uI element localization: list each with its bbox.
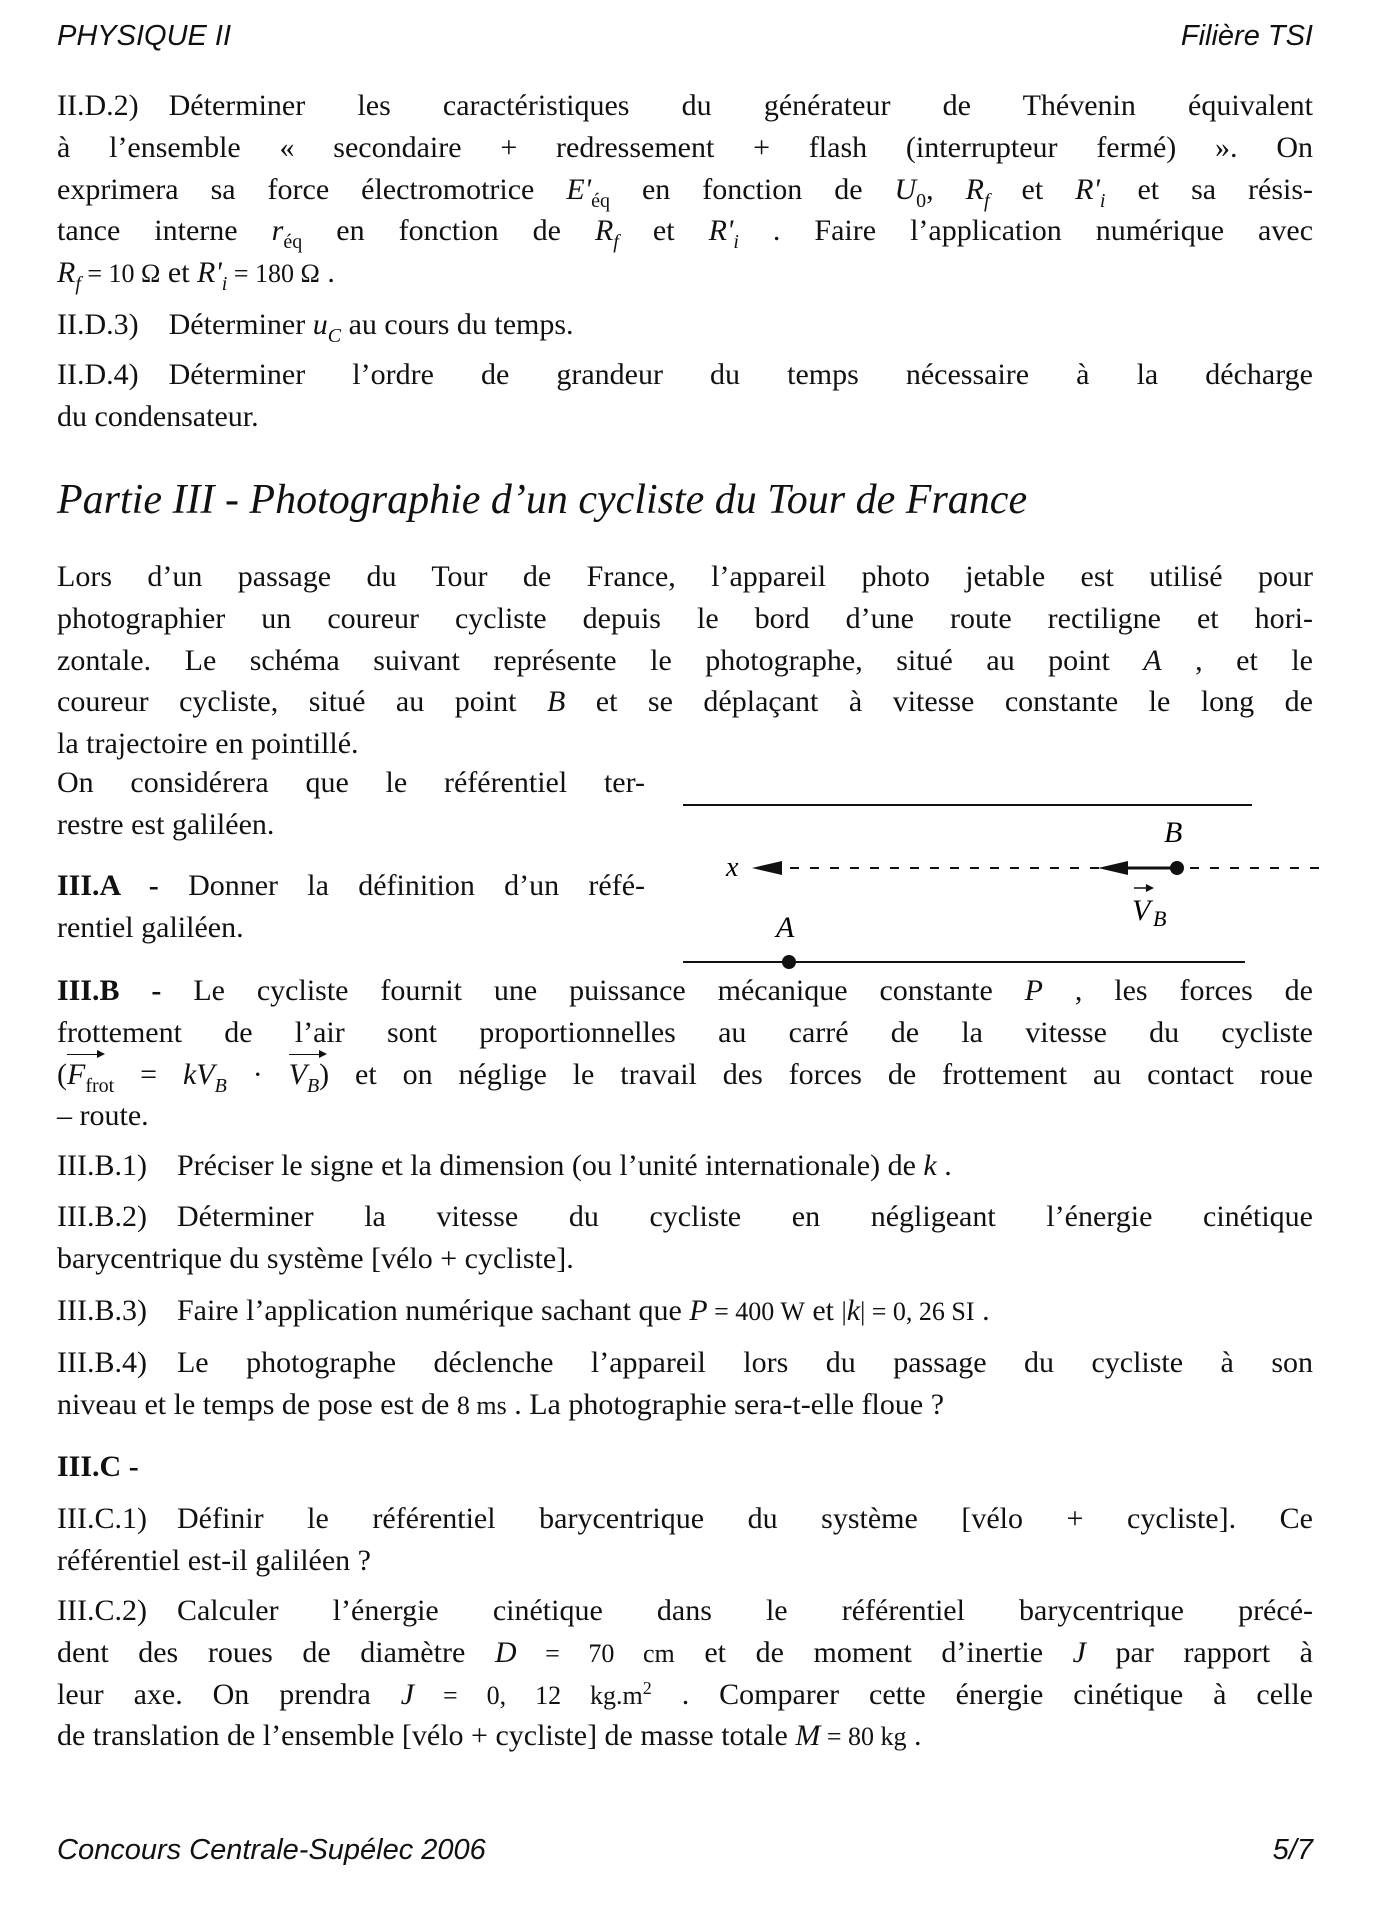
text-line — [57, 1238, 1313, 1280]
text-fragment: et — [804, 1294, 842, 1327]
text-fragment: . — [319, 256, 335, 290]
text-fragment: , — [926, 172, 966, 206]
text-fragment: II.D.2) Déterminer les caractéristiques du générateur de Thévenin équivalent — [57, 89, 1313, 122]
text-fragment: . Faire l’application numérique avec — [738, 214, 1314, 248]
math-fragment: A — [1143, 643, 1162, 677]
x-axis-arrowhead — [752, 861, 782, 875]
math-fragment: B — [214, 1074, 227, 1097]
header-left: PHYSIQUE II — [57, 20, 232, 52]
text-fragment: III.B.3) Faire l’application numérique sachant que — [57, 1294, 690, 1327]
math-fragment: kV — [182, 1057, 215, 1091]
point-a-label: A — [776, 911, 795, 944]
point-b-dot — [1170, 861, 1184, 875]
text-fragment: Lors d’un passage du Tour de France, l’appareil photo jetable est utilisé pour — [57, 560, 1313, 593]
question-label: III.A - — [57, 869, 159, 902]
math-fragment: F — [67, 1057, 86, 1091]
math-fragment: V — [288, 1057, 307, 1091]
text-fragment: , les forces de — [1042, 974, 1313, 1007]
text-fragment: Le cycliste fournit une puissance mécanique constante — [161, 974, 1025, 1007]
text-fragment: par rapport à — [1085, 1635, 1313, 1669]
text-line — [57, 1715, 1313, 1757]
velocity-mark-arrowhead — [1146, 884, 1154, 892]
math-fragment: P — [689, 1294, 708, 1327]
question-III-B-3 — [57, 1290, 1313, 1332]
text-fragment: barycentrique du système [vélo + cycliste]. — [57, 1241, 574, 1275]
text-fragment: du condensateur. — [57, 399, 259, 433]
text-fragment: . La photographie sera-t-elle floue ? — [506, 1387, 945, 1421]
text-fragment: et de moment d’inertie — [674, 1635, 1073, 1669]
text-line — [57, 1054, 1313, 1096]
velocity-subscript: B — [1153, 906, 1167, 931]
text-fragment: coureur cycliste, situé au point — [57, 685, 547, 719]
math-fragment: | — [841, 1297, 847, 1326]
text-fragment: III.C.1) Définir le référentiel barycentrique du système [vélo + cycliste]. Ce — [57, 1502, 1313, 1535]
text-line — [57, 970, 1313, 1012]
text-fragment: au cours du temps. — [341, 308, 574, 341]
math-fragment: i — [733, 231, 739, 254]
text-fragment: . — [936, 1149, 952, 1182]
text-fragment: . — [974, 1294, 990, 1327]
text-fragment: · — [226, 1057, 289, 1091]
text-fragment: la trajectoire en pointillé. — [57, 727, 359, 761]
math-fragment: éq — [283, 231, 303, 254]
math-fragment: R' — [197, 256, 222, 290]
math-fragment: 8 ms — [456, 1390, 507, 1420]
math-fragment: i — [1099, 189, 1106, 212]
math-fragment: 0 — [916, 189, 927, 212]
math-fragment: r — [271, 214, 284, 248]
text-line — [57, 1290, 1313, 1332]
text-fragment: – route. — [57, 1099, 149, 1133]
math-fragment: 2 — [642, 1677, 652, 1698]
math-fragment: B — [306, 1074, 320, 1097]
text-fragment: . Comparer cette énergie cinétique à celle — [651, 1677, 1313, 1711]
text-fragment: rentiel galiléen. — [57, 910, 244, 944]
text-fragment: ) et on néglige le travail des forces de frottement au contact roue — [319, 1057, 1313, 1091]
math-fragment: f — [613, 231, 619, 254]
text-fragment: restre est galiléen. — [57, 807, 275, 841]
text-line — [57, 1012, 1313, 1054]
header-right: Filière TSI — [1180, 20, 1313, 52]
question-III-C — [57, 1446, 1313, 1488]
text-fragment: à l’ensemble « secondaire + redressement + flash (interrupteur fermé) ». On — [57, 130, 1313, 164]
math-fragment: i — [221, 273, 228, 296]
math-fragment: f — [75, 273, 81, 296]
math-fragment: k — [846, 1294, 861, 1327]
math-fragment: U — [894, 172, 917, 206]
question-III-C-2 — [57, 1590, 1313, 1757]
text-fragment: On considérera que le référentiel ter- — [57, 766, 645, 799]
math-fragment: R' — [708, 214, 734, 248]
math-fragment: = 0, 12 kg.m — [414, 1680, 643, 1710]
text-fragment: de translation de l’ensemble [vélo + cycliste] de masse totale — [57, 1719, 796, 1753]
text-fragment: frottement de l’air sont proportionnelles au carré de la vitesse du cycliste — [57, 1015, 1313, 1049]
text-fragment: et sa résis- — [1105, 172, 1314, 206]
math-fragment: = 70 cm — [516, 1638, 675, 1668]
text-fragment: III.B.4) Le photographe déclenche l’appareil lors du passage du cycliste à son — [57, 1346, 1313, 1379]
text-fragment: tance interne — [57, 214, 272, 248]
text-fragment: ( — [57, 1057, 67, 1091]
text-line — [57, 1674, 1313, 1716]
section-title: Partie III - Photographie d’un cycliste du Tour de France — [57, 477, 1028, 523]
text-fragment: = — [114, 1057, 183, 1091]
text-line — [57, 1095, 1313, 1137]
velocity-label: V — [1132, 894, 1151, 927]
x-axis-label: x — [726, 852, 739, 883]
question-III-B-1 — [57, 1145, 1313, 1187]
text-fragment: exprimera sa force électromotrice — [57, 172, 567, 206]
math-fragment: = 400 W — [707, 1297, 805, 1326]
text-line — [57, 1540, 1313, 1582]
point-b-label: B — [1164, 816, 1183, 849]
text-fragment: et — [618, 214, 709, 248]
text-line — [57, 1384, 1313, 1426]
velocity-arrowhead — [1098, 861, 1128, 875]
question-label: III.C - — [57, 1450, 139, 1483]
math-fragment: D — [494, 1635, 517, 1669]
math-fragment: f — [983, 189, 990, 212]
text-fragment: Donner la définition d’un réfé- — [158, 869, 645, 902]
math-fragment: J — [1072, 1635, 1086, 1669]
text-fragment: référentiel est-il galiléen ? — [57, 1543, 371, 1577]
text-line — [57, 1590, 1313, 1632]
math-fragment: R — [594, 214, 614, 248]
text-line — [57, 1498, 1313, 1540]
text-fragment: niveau et le temps de pose est de — [57, 1387, 457, 1421]
text-line — [57, 1342, 1313, 1384]
math-fragment: J — [400, 1677, 415, 1711]
text-fragment: et se déplaçant à vitesse constante le long de — [565, 685, 1313, 719]
math-fragment: P — [1024, 974, 1043, 1007]
text-fragment: en fonction de — [609, 172, 895, 206]
math-fragment: éq — [591, 189, 610, 212]
point-a-dot — [782, 955, 796, 969]
text-fragment: . — [906, 1719, 922, 1753]
text-line — [57, 1196, 1313, 1238]
question-label: III.B - — [57, 974, 162, 1007]
question-III-B — [57, 970, 1313, 1137]
text-fragment: III.C.2) Calculer l’énergie cinétique dans le référentiel barycentrique précé- — [57, 1594, 1313, 1627]
math-fragment: frot — [85, 1074, 115, 1097]
question-III-B-2 — [57, 1196, 1313, 1280]
text-fragment: et — [989, 172, 1076, 206]
math-fragment: R — [965, 172, 984, 206]
math-fragment: R — [57, 256, 76, 290]
question-III-C-1 — [57, 1498, 1313, 1582]
math-fragment: = 80 kg — [820, 1722, 907, 1752]
text-line — [57, 1446, 1313, 1488]
math-fragment: E' — [566, 172, 592, 206]
math-fragment: M — [795, 1719, 821, 1753]
math-fragment: u — [312, 308, 328, 341]
footer-page-number: 5/7 — [1272, 1834, 1313, 1866]
text-line — [57, 1632, 1313, 1674]
text-line — [57, 1145, 1313, 1187]
text-fragment: III.B.1) Préciser le signe et la dimension (ou l’unité internationale) de — [57, 1149, 924, 1182]
text-fragment: en fonction de — [302, 214, 595, 248]
math-fragment: = 10 Ω — [80, 259, 161, 289]
math-fragment: C — [327, 325, 342, 347]
text-fragment: II.D.4) Déterminer l’ordre de grandeur du temps nécessaire à la décharge — [57, 358, 1313, 391]
math-fragment: = 180 Ω — [227, 259, 320, 289]
text-fragment: III.B.2) Déterminer la vitesse du cycliste en négligeant l’énergie cinétique — [57, 1200, 1313, 1233]
text-fragment: leur axe. On prendra — [57, 1677, 401, 1711]
math-fragment: k — [923, 1149, 937, 1182]
text-fragment: , et le — [1161, 643, 1313, 677]
text-fragment: et — [160, 256, 198, 290]
math-fragment: B — [546, 685, 566, 719]
math-fragment: R' — [1075, 172, 1100, 206]
text-fragment: photographier un coureur cycliste depuis le bord d’une route rectiligne et hori- — [57, 601, 1313, 635]
text-fragment: II.D.3) Déterminer — [57, 308, 313, 341]
question-III-B-4 — [57, 1342, 1313, 1426]
math-fragment: | = 0, 26 SI — [860, 1297, 975, 1326]
text-fragment: dent des roues de diamètre — [57, 1635, 495, 1669]
text-fragment: zontale. Le schéma suivant représente le photographe, situé au point — [57, 643, 1144, 677]
footer-left: Concours Centrale-Supélec 2006 — [57, 1834, 486, 1866]
